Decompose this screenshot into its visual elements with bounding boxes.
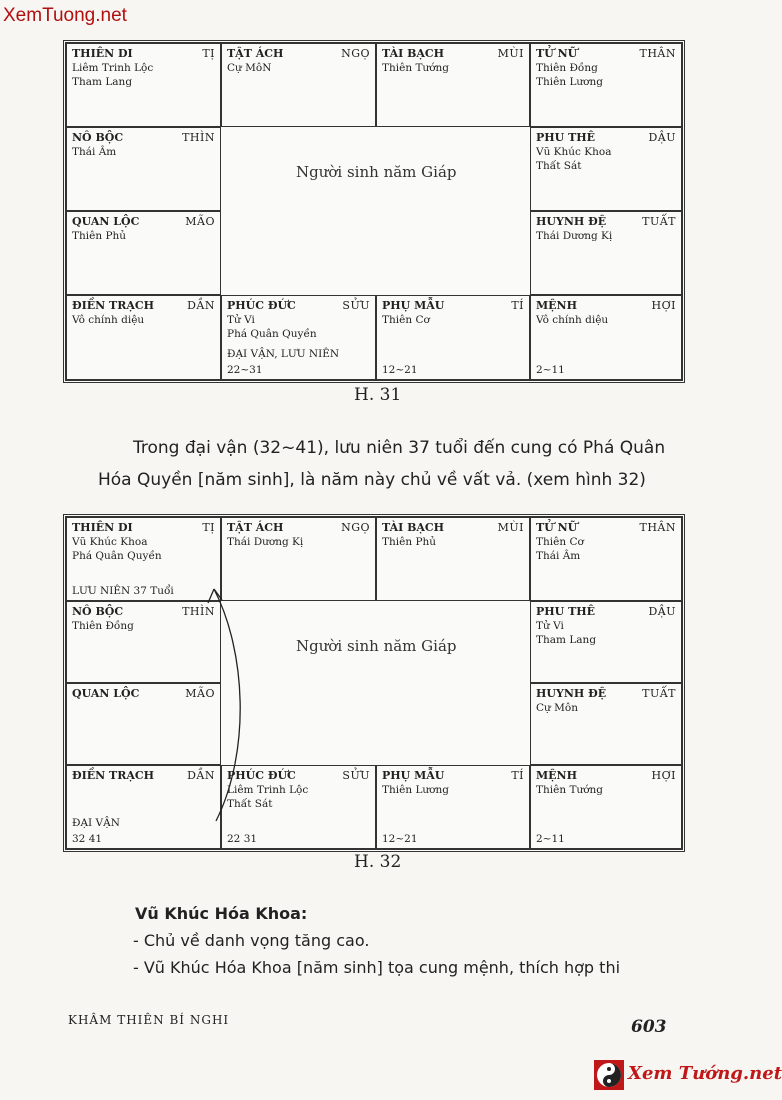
palace-name: THIÊN DI xyxy=(72,521,133,534)
palace-name: TẬT ÁCH xyxy=(227,521,284,534)
star-name: Thất Sát xyxy=(536,160,582,172)
page-number: 603 xyxy=(631,1017,667,1037)
palace-cell xyxy=(66,43,221,127)
palace-note: LƯU NIÊN 37 Tuổi xyxy=(72,585,174,597)
star-list xyxy=(72,535,215,563)
palace-cell xyxy=(530,295,682,380)
palace-branch: TÍ xyxy=(511,299,524,312)
palace-cell xyxy=(376,295,530,380)
palace-branch: NGỌ xyxy=(341,521,370,534)
palace-name: ĐIỀN TRẠCH xyxy=(72,299,155,312)
star-name: Thiên Cơ xyxy=(536,536,584,548)
star-list xyxy=(536,313,676,327)
palace-cell xyxy=(376,43,530,127)
star-name: Thiên Tướng xyxy=(536,784,604,796)
xemtuong-logo[interactable] xyxy=(594,1058,782,1092)
paragraph-line-1: Trong đại vận (32~41), lưu niên 37 tuổi đến cung có Phá Quân xyxy=(133,438,666,458)
palace-name: PHU THÊ xyxy=(536,131,596,144)
star-name: Vô chính diệu xyxy=(536,314,609,326)
palace-name: TÀI BẠCH xyxy=(382,47,445,60)
palace-cell xyxy=(221,295,376,380)
palace-range: 32 41 xyxy=(72,833,103,845)
star-name: Thiên Đồng xyxy=(72,620,134,632)
palace-name: TẬT ÁCH xyxy=(227,47,284,60)
figure-caption-31: H. 31 xyxy=(354,385,402,405)
palace-cell xyxy=(530,601,682,683)
horoscope-chart-1 xyxy=(63,40,685,383)
palace-branch: SỬU xyxy=(342,299,370,312)
star-list xyxy=(227,313,370,341)
palace-name: PHỤ MẪU xyxy=(382,769,445,782)
star-name: Thái Âm xyxy=(72,146,117,158)
chart-center-label: Người sinh năm Giáp xyxy=(296,637,457,655)
palace-branch: DẦN xyxy=(187,299,215,312)
star-list xyxy=(536,619,676,647)
palace-note: ĐẠI VẬN, LƯU NIÊN xyxy=(227,348,340,360)
palace-note: ĐẠI VẬN xyxy=(72,817,120,829)
palace-name: TỬ NỮ xyxy=(536,521,578,534)
palace-cell xyxy=(66,211,221,295)
star-name: Vũ Khúc Khoa xyxy=(72,536,148,548)
watermark-top[interactable]: XemTuong.net xyxy=(3,5,127,26)
star-list xyxy=(382,313,524,327)
palace-cell xyxy=(376,765,530,849)
palace-name: NÔ BỘC xyxy=(72,605,124,618)
palace-cell xyxy=(530,765,682,849)
palace-branch: MÙI xyxy=(497,521,524,534)
palace-range: 2~11 xyxy=(536,364,565,376)
logo-text: Xem Tướng.net xyxy=(628,1063,782,1084)
palace-name: TÀI BẠCH xyxy=(382,521,445,534)
star-name: Thiên Phủ xyxy=(382,536,437,548)
book-title-footer: KHÂM THIÊN BÍ NGHI xyxy=(68,1013,230,1027)
star-name: Liêm Trinh Lộc xyxy=(72,62,154,74)
star-list xyxy=(72,229,215,243)
list-item-2: - Vũ Khúc Hóa Khoa [năm sinh] tọa cung mệnh, thích hợp thi xyxy=(133,958,621,977)
palace-range: 22~31 xyxy=(227,364,263,376)
palace-branch: NGỌ xyxy=(341,47,370,60)
star-list xyxy=(227,61,370,75)
palace-name: NÔ BỘC xyxy=(72,131,124,144)
palace-range: 2~11 xyxy=(536,833,565,845)
palace-cell xyxy=(66,127,221,211)
chart-center-label: Người sinh năm Giáp xyxy=(296,163,457,181)
palace-branch: TUẤT xyxy=(642,215,676,228)
star-name: Thiên Lương xyxy=(536,76,603,88)
palace-name: PHÚC ĐỨC xyxy=(227,299,296,312)
palace-cell xyxy=(66,295,221,380)
palace-branch: MÃO xyxy=(185,215,215,228)
palace-branch: MÙI xyxy=(497,47,524,60)
palace-range: 22 31 xyxy=(227,833,258,845)
palace-branch: SỬU xyxy=(342,769,370,782)
transit-arrow-icon xyxy=(196,581,256,841)
yin-yang-icon xyxy=(594,1060,624,1090)
palace-name: THIÊN DI xyxy=(72,47,133,60)
paragraph-line-2: Hóa Quyền [năm sinh], là năm này chủ về vất vả. (xem hình 32) xyxy=(98,470,646,490)
star-name: Vũ Khúc Khoa xyxy=(536,146,612,158)
palace-cell xyxy=(530,43,682,127)
palace-name: PHU THÊ xyxy=(536,605,596,618)
star-list xyxy=(536,145,676,173)
star-name: Thất Sát xyxy=(227,798,273,810)
star-list xyxy=(72,145,215,159)
palace-name: MỆNH xyxy=(536,299,578,312)
star-list xyxy=(536,61,676,89)
palace-branch: MÃO xyxy=(185,687,215,700)
star-name: Thái Dương Kị xyxy=(227,536,304,548)
star-name: Tử Vi xyxy=(227,314,255,326)
section-title: Vũ Khúc Hóa Khoa: xyxy=(135,904,308,923)
palace-cell xyxy=(530,517,682,601)
palace-cell xyxy=(530,683,682,765)
palace-range: 12~21 xyxy=(382,833,418,845)
palace-branch: TUẤT xyxy=(642,687,676,700)
palace-cell xyxy=(376,517,530,601)
star-name: Phá Quân Quyền xyxy=(227,328,317,340)
palace-name: PHÚC ĐỨC xyxy=(227,769,296,782)
palace-branch: THÌN xyxy=(182,605,215,618)
star-name: Tham Lang xyxy=(72,76,133,88)
star-list xyxy=(536,783,676,797)
palace-name: HUYNH ĐỆ xyxy=(536,215,607,228)
palace-branch: HỢI xyxy=(651,769,676,782)
palace-name: PHỤ MẪU xyxy=(382,299,445,312)
palace-name: ĐIỀN TRẠCH xyxy=(72,769,155,782)
star-name: Thiên Phủ xyxy=(72,230,127,242)
palace-cell xyxy=(530,127,682,211)
star-name: Vô chính diệu xyxy=(72,314,145,326)
star-list xyxy=(227,535,370,549)
palace-branch: THÌN xyxy=(182,131,215,144)
star-name: Cự MôN xyxy=(227,62,272,74)
palace-branch: DẬU xyxy=(648,131,676,144)
palace-branch: TỊ xyxy=(202,47,215,60)
figure-caption-32: H. 32 xyxy=(354,852,402,872)
palace-branch: THÂN xyxy=(639,521,676,534)
star-list xyxy=(72,61,215,89)
body-paragraph xyxy=(98,432,688,496)
star-name: Thiên Đồng xyxy=(536,62,598,74)
star-name: Thiên Lương xyxy=(382,784,449,796)
palace-name: HUYNH ĐỆ xyxy=(536,687,607,700)
star-name: Cự Môn xyxy=(536,702,578,714)
palace-branch: DẬU xyxy=(648,605,676,618)
star-list xyxy=(72,313,215,327)
star-name: Phá Quân Quyền xyxy=(72,550,162,562)
palace-branch: TÍ xyxy=(511,769,524,782)
palace-cell xyxy=(221,43,376,127)
list-item-1: - Chủ về danh vọng tăng cao. xyxy=(133,931,370,950)
star-list xyxy=(382,783,524,797)
star-list xyxy=(536,701,676,715)
star-name: Thái Âm xyxy=(536,550,581,562)
star-list xyxy=(536,535,676,563)
palace-name: MỆNH xyxy=(536,769,578,782)
palace-name: QUAN LỘC xyxy=(72,215,140,228)
star-name: Thiên Tướng xyxy=(382,62,450,74)
star-list xyxy=(382,535,524,549)
star-list xyxy=(382,61,524,75)
star-list xyxy=(536,229,676,243)
star-name: Thái Dương Kị xyxy=(536,230,613,242)
palace-branch: DẦN xyxy=(187,769,215,782)
palace-cell xyxy=(530,211,682,295)
star-name: Tham Lang xyxy=(536,634,597,646)
palace-branch: TỊ xyxy=(202,521,215,534)
star-name: Thiên Cơ xyxy=(382,314,430,326)
star-name: Liêm Trinh Lộc xyxy=(227,784,309,796)
palace-name: TỬ NỮ xyxy=(536,47,578,60)
palace-branch: HỢI xyxy=(651,299,676,312)
palace-name: QUAN LỘC xyxy=(72,687,140,700)
palace-branch: THÂN xyxy=(639,47,676,60)
palace-range: 12~21 xyxy=(382,364,418,376)
horoscope-chart-2 xyxy=(63,514,685,852)
star-list xyxy=(72,619,215,633)
star-name: Tử Vi xyxy=(536,620,564,632)
